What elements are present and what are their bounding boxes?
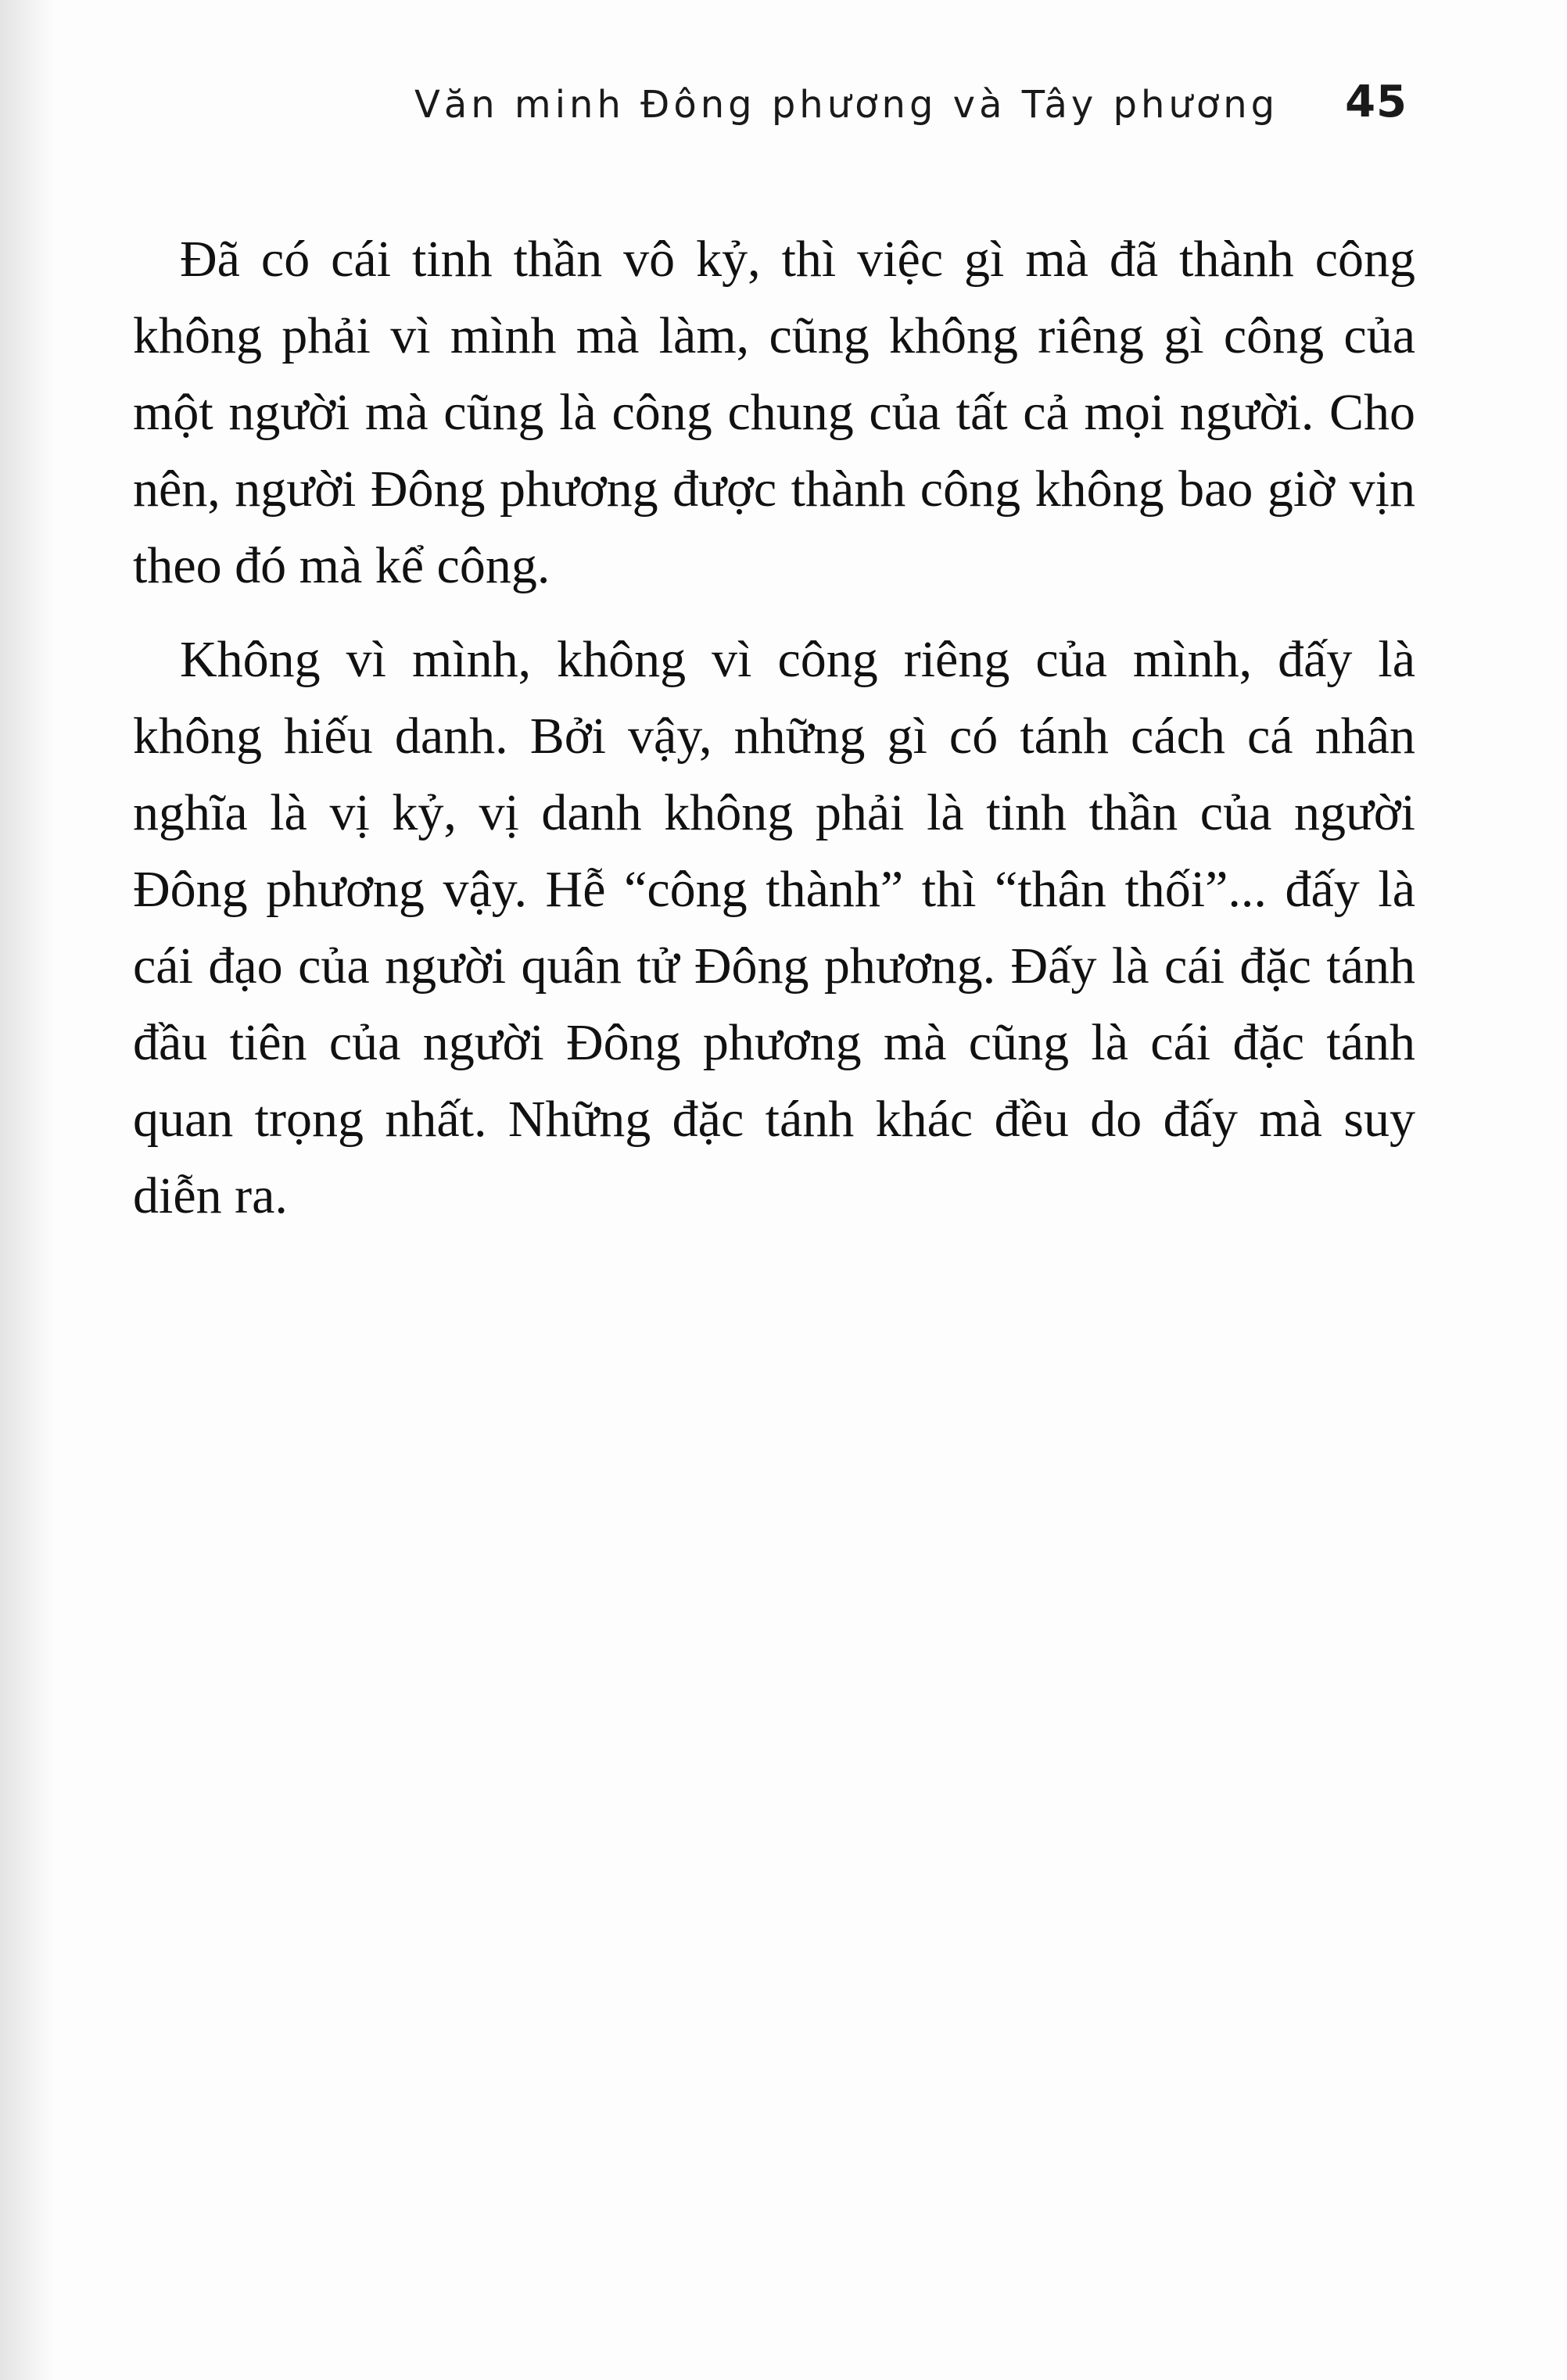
- paragraph-2: Không vì mình, không vì công riêng của mình, đấy là không hiếu danh. Bởi vậy, những gì có tánh cách cá nhân nghĩa là vị kỷ, vị danh không phải là tinh thần của người Đông phương vậy. Hễ “công thành” thì “thân thối”... đấy là cái đạo của người quân tử Đông phương. Đấy là cái đặc tánh đầu tiên của người Đông phương mà cũng là cái đặc tánh quan trọng nhất. Những đặc tánh khác đều do đấy mà suy diễn ra.: [133, 631, 1415, 1224]
- spine-shadow: [0, 0, 55, 2380]
- body-text: [133, 221, 1415, 1252]
- running-header: [414, 77, 1407, 139]
- page-number: 45: [1345, 77, 1407, 127]
- paragraph-1: Đã có cái tinh thần vô kỷ, thì việc gì mà đã thành công không phải vì mình mà làm, cũng không riêng gì công của một người mà cũng là công chung của tất cả mọi người. Cho nên, người Đông phương được thành công không bao giờ vịn theo đó mà kể công.: [133, 231, 1415, 594]
- running-title: Văn minh Đông phương và Tây phương: [414, 83, 1279, 127]
